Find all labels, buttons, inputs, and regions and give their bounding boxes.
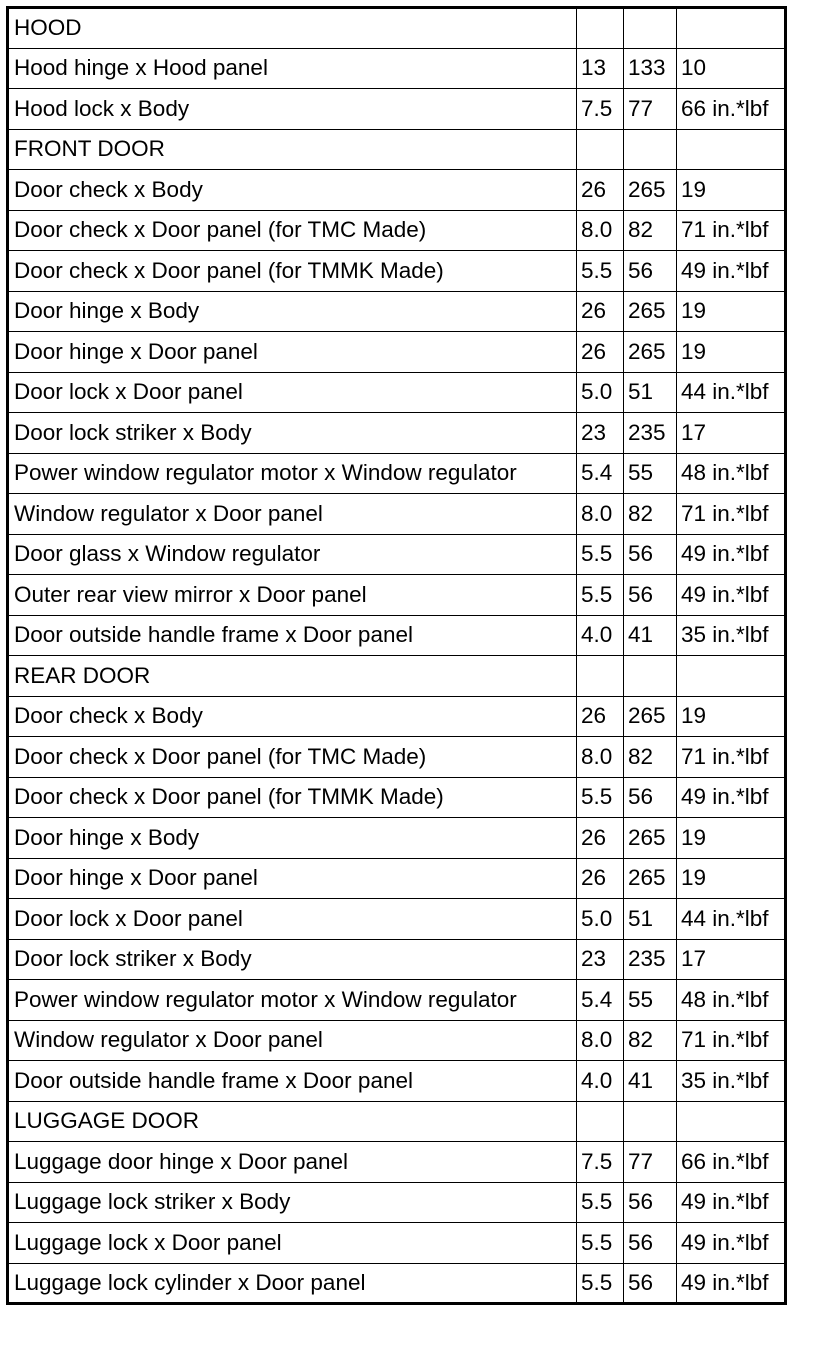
torque-kgf-cm: 51 [624,372,677,413]
torque-ft-lbf: 66 in.*lbf [677,1142,786,1183]
torque-ft-lbf: 19 [677,696,786,737]
torque-kgf-cm: 133 [624,48,677,89]
torque-spec-table [6,6,787,1305]
section-header-row [8,1101,786,1142]
table-row [8,980,786,1021]
torque-n-m: 5.4 [577,980,624,1021]
table-row [8,1020,786,1061]
torque-ft-lbf: 49 in.*lbf [677,1263,786,1304]
torque-ft-lbf: 49 in.*lbf [677,1182,786,1223]
torque-ft-lbf: 19 [677,170,786,211]
section-title: LUGGAGE DOOR [8,1101,577,1142]
torque-n-m: 5.5 [577,251,624,292]
torque-kgf-cm: 56 [624,1182,677,1223]
section-header-row [8,656,786,697]
part-description: Outer rear view mirror x Door panel [8,575,577,616]
part-description: Door check x Body [8,696,577,737]
table-row [8,210,786,251]
torque-ft-lbf: 49 in.*lbf [677,1223,786,1264]
part-description: Door hinge x Body [8,291,577,332]
table-row [8,372,786,413]
torque-n-m: 26 [577,291,624,332]
section-header-row [8,129,786,170]
torque-kgf-cm: 82 [624,210,677,251]
torque-ft-lbf: 66 in.*lbf [677,89,786,130]
torque-n-m: 5.5 [577,1223,624,1264]
torque-kgf-cm: 265 [624,858,677,899]
table-row [8,899,786,940]
part-description: Door lock striker x Body [8,939,577,980]
torque-kgf-cm: 77 [624,1142,677,1183]
torque-ft-lbf: 19 [677,858,786,899]
part-description: Power window regulator motor x Window regulator [8,980,577,1021]
table-row [8,737,786,778]
torque-n-m: 7.5 [577,89,624,130]
torque-ft-lbf: 17 [677,939,786,980]
torque-ft-lbf: 48 in.*lbf [677,980,786,1021]
torque-ft-lbf: 19 [677,291,786,332]
torque-n-m: 5.5 [577,575,624,616]
torque-n-m: 5.0 [577,899,624,940]
torque-kgf-cm: 77 [624,89,677,130]
torque-ft-lbf: 49 in.*lbf [677,251,786,292]
part-description: Power window regulator motor x Window regulator [8,453,577,494]
table-row [8,818,786,859]
torque-ft-lbf: 44 in.*lbf [677,372,786,413]
part-description: Door glass x Window regulator [8,534,577,575]
empty-cell [577,1101,624,1142]
empty-cell [624,656,677,697]
part-description: Door hinge x Door panel [8,332,577,373]
torque-n-m: 26 [577,818,624,859]
table-row [8,413,786,454]
torque-n-m: 4.0 [577,1061,624,1102]
torque-ft-lbf: 35 in.*lbf [677,1061,786,1102]
torque-ft-lbf: 49 in.*lbf [677,534,786,575]
torque-kgf-cm: 82 [624,494,677,535]
torque-kgf-cm: 56 [624,1263,677,1304]
torque-kgf-cm: 265 [624,332,677,373]
torque-kgf-cm: 56 [624,777,677,818]
part-description: Door check x Body [8,170,577,211]
table-row [8,575,786,616]
table-row [8,858,786,899]
torque-kgf-cm: 55 [624,453,677,494]
torque-kgf-cm: 235 [624,939,677,980]
table-row [8,1182,786,1223]
torque-n-m: 26 [577,170,624,211]
table-row [8,939,786,980]
part-description: Door check x Door panel (for TMMK Made) [8,251,577,292]
part-description: Hood lock x Body [8,89,577,130]
table-row [8,291,786,332]
torque-kgf-cm: 265 [624,170,677,211]
empty-cell [577,656,624,697]
torque-kgf-cm: 82 [624,1020,677,1061]
empty-cell [624,8,677,49]
torque-ft-lbf: 35 in.*lbf [677,615,786,656]
part-description: Door lock x Door panel [8,899,577,940]
torque-ft-lbf: 49 in.*lbf [677,777,786,818]
torque-n-m: 23 [577,939,624,980]
torque-n-m: 26 [577,332,624,373]
torque-kgf-cm: 265 [624,696,677,737]
torque-ft-lbf: 71 in.*lbf [677,210,786,251]
part-description: Window regulator x Door panel [8,494,577,535]
part-description: Door lock x Door panel [8,372,577,413]
table-row [8,89,786,130]
torque-kgf-cm: 82 [624,737,677,778]
torque-ft-lbf: 48 in.*lbf [677,453,786,494]
table-row [8,696,786,737]
torque-n-m: 5.5 [577,534,624,575]
torque-n-m: 5.5 [577,1263,624,1304]
section-title: REAR DOOR [8,656,577,697]
empty-cell [677,1101,786,1142]
empty-cell [677,656,786,697]
torque-n-m: 26 [577,858,624,899]
torque-n-m: 8.0 [577,1020,624,1061]
torque-ft-lbf: 71 in.*lbf [677,737,786,778]
torque-kgf-cm: 51 [624,899,677,940]
torque-ft-lbf: 19 [677,818,786,859]
torque-kgf-cm: 56 [624,251,677,292]
torque-kgf-cm: 55 [624,980,677,1021]
part-description: Door check x Door panel (for TMC Made) [8,737,577,778]
table-row [8,332,786,373]
torque-ft-lbf: 10 [677,48,786,89]
part-description: Door hinge x Door panel [8,858,577,899]
torque-kgf-cm: 235 [624,413,677,454]
torque-ft-lbf: 44 in.*lbf [677,899,786,940]
torque-kgf-cm: 41 [624,1061,677,1102]
torque-ft-lbf: 71 in.*lbf [677,1020,786,1061]
torque-n-m: 7.5 [577,1142,624,1183]
torque-kgf-cm: 56 [624,575,677,616]
part-description: Luggage lock striker x Body [8,1182,577,1223]
part-description: Door hinge x Body [8,818,577,859]
table-row [8,170,786,211]
torque-ft-lbf: 17 [677,413,786,454]
torque-kgf-cm: 41 [624,615,677,656]
part-description: Hood hinge x Hood panel [8,48,577,89]
table-row [8,251,786,292]
part-description: Door outside handle frame x Door panel [8,1061,577,1102]
torque-n-m: 8.0 [577,737,624,778]
part-description: Luggage lock x Door panel [8,1223,577,1264]
table-row [8,1142,786,1183]
part-description: Window regulator x Door panel [8,1020,577,1061]
part-description: Door outside handle frame x Door panel [8,615,577,656]
part-description: Door lock striker x Body [8,413,577,454]
torque-n-m: 5.0 [577,372,624,413]
table-row [8,453,786,494]
torque-kgf-cm: 265 [624,818,677,859]
torque-kgf-cm: 56 [624,1223,677,1264]
torque-n-m: 23 [577,413,624,454]
torque-n-m: 8.0 [577,494,624,535]
torque-ft-lbf: 49 in.*lbf [677,575,786,616]
table-row [8,1263,786,1304]
torque-n-m: 5.4 [577,453,624,494]
section-header-row [8,8,786,49]
torque-ft-lbf: 19 [677,332,786,373]
table-row [8,777,786,818]
torque-spec-table-body [8,8,786,1304]
table-row [8,534,786,575]
torque-kgf-cm: 265 [624,291,677,332]
torque-n-m: 5.5 [577,1182,624,1223]
part-description: Door check x Door panel (for TMC Made) [8,210,577,251]
empty-cell [577,8,624,49]
section-title: HOOD [8,8,577,49]
torque-n-m: 26 [577,696,624,737]
table-row [8,48,786,89]
empty-cell [677,8,786,49]
table-row [8,615,786,656]
table-row [8,1223,786,1264]
torque-n-m: 13 [577,48,624,89]
empty-cell [677,129,786,170]
torque-kgf-cm: 56 [624,534,677,575]
empty-cell [624,129,677,170]
table-row [8,494,786,535]
section-title: FRONT DOOR [8,129,577,170]
empty-cell [624,1101,677,1142]
table-row [8,1061,786,1102]
torque-n-m: 8.0 [577,210,624,251]
torque-n-m: 4.0 [577,615,624,656]
torque-ft-lbf: 71 in.*lbf [677,494,786,535]
part-description: Door check x Door panel (for TMMK Made) [8,777,577,818]
part-description: Luggage door hinge x Door panel [8,1142,577,1183]
torque-n-m: 5.5 [577,777,624,818]
part-description: Luggage lock cylinder x Door panel [8,1263,577,1304]
empty-cell [577,129,624,170]
